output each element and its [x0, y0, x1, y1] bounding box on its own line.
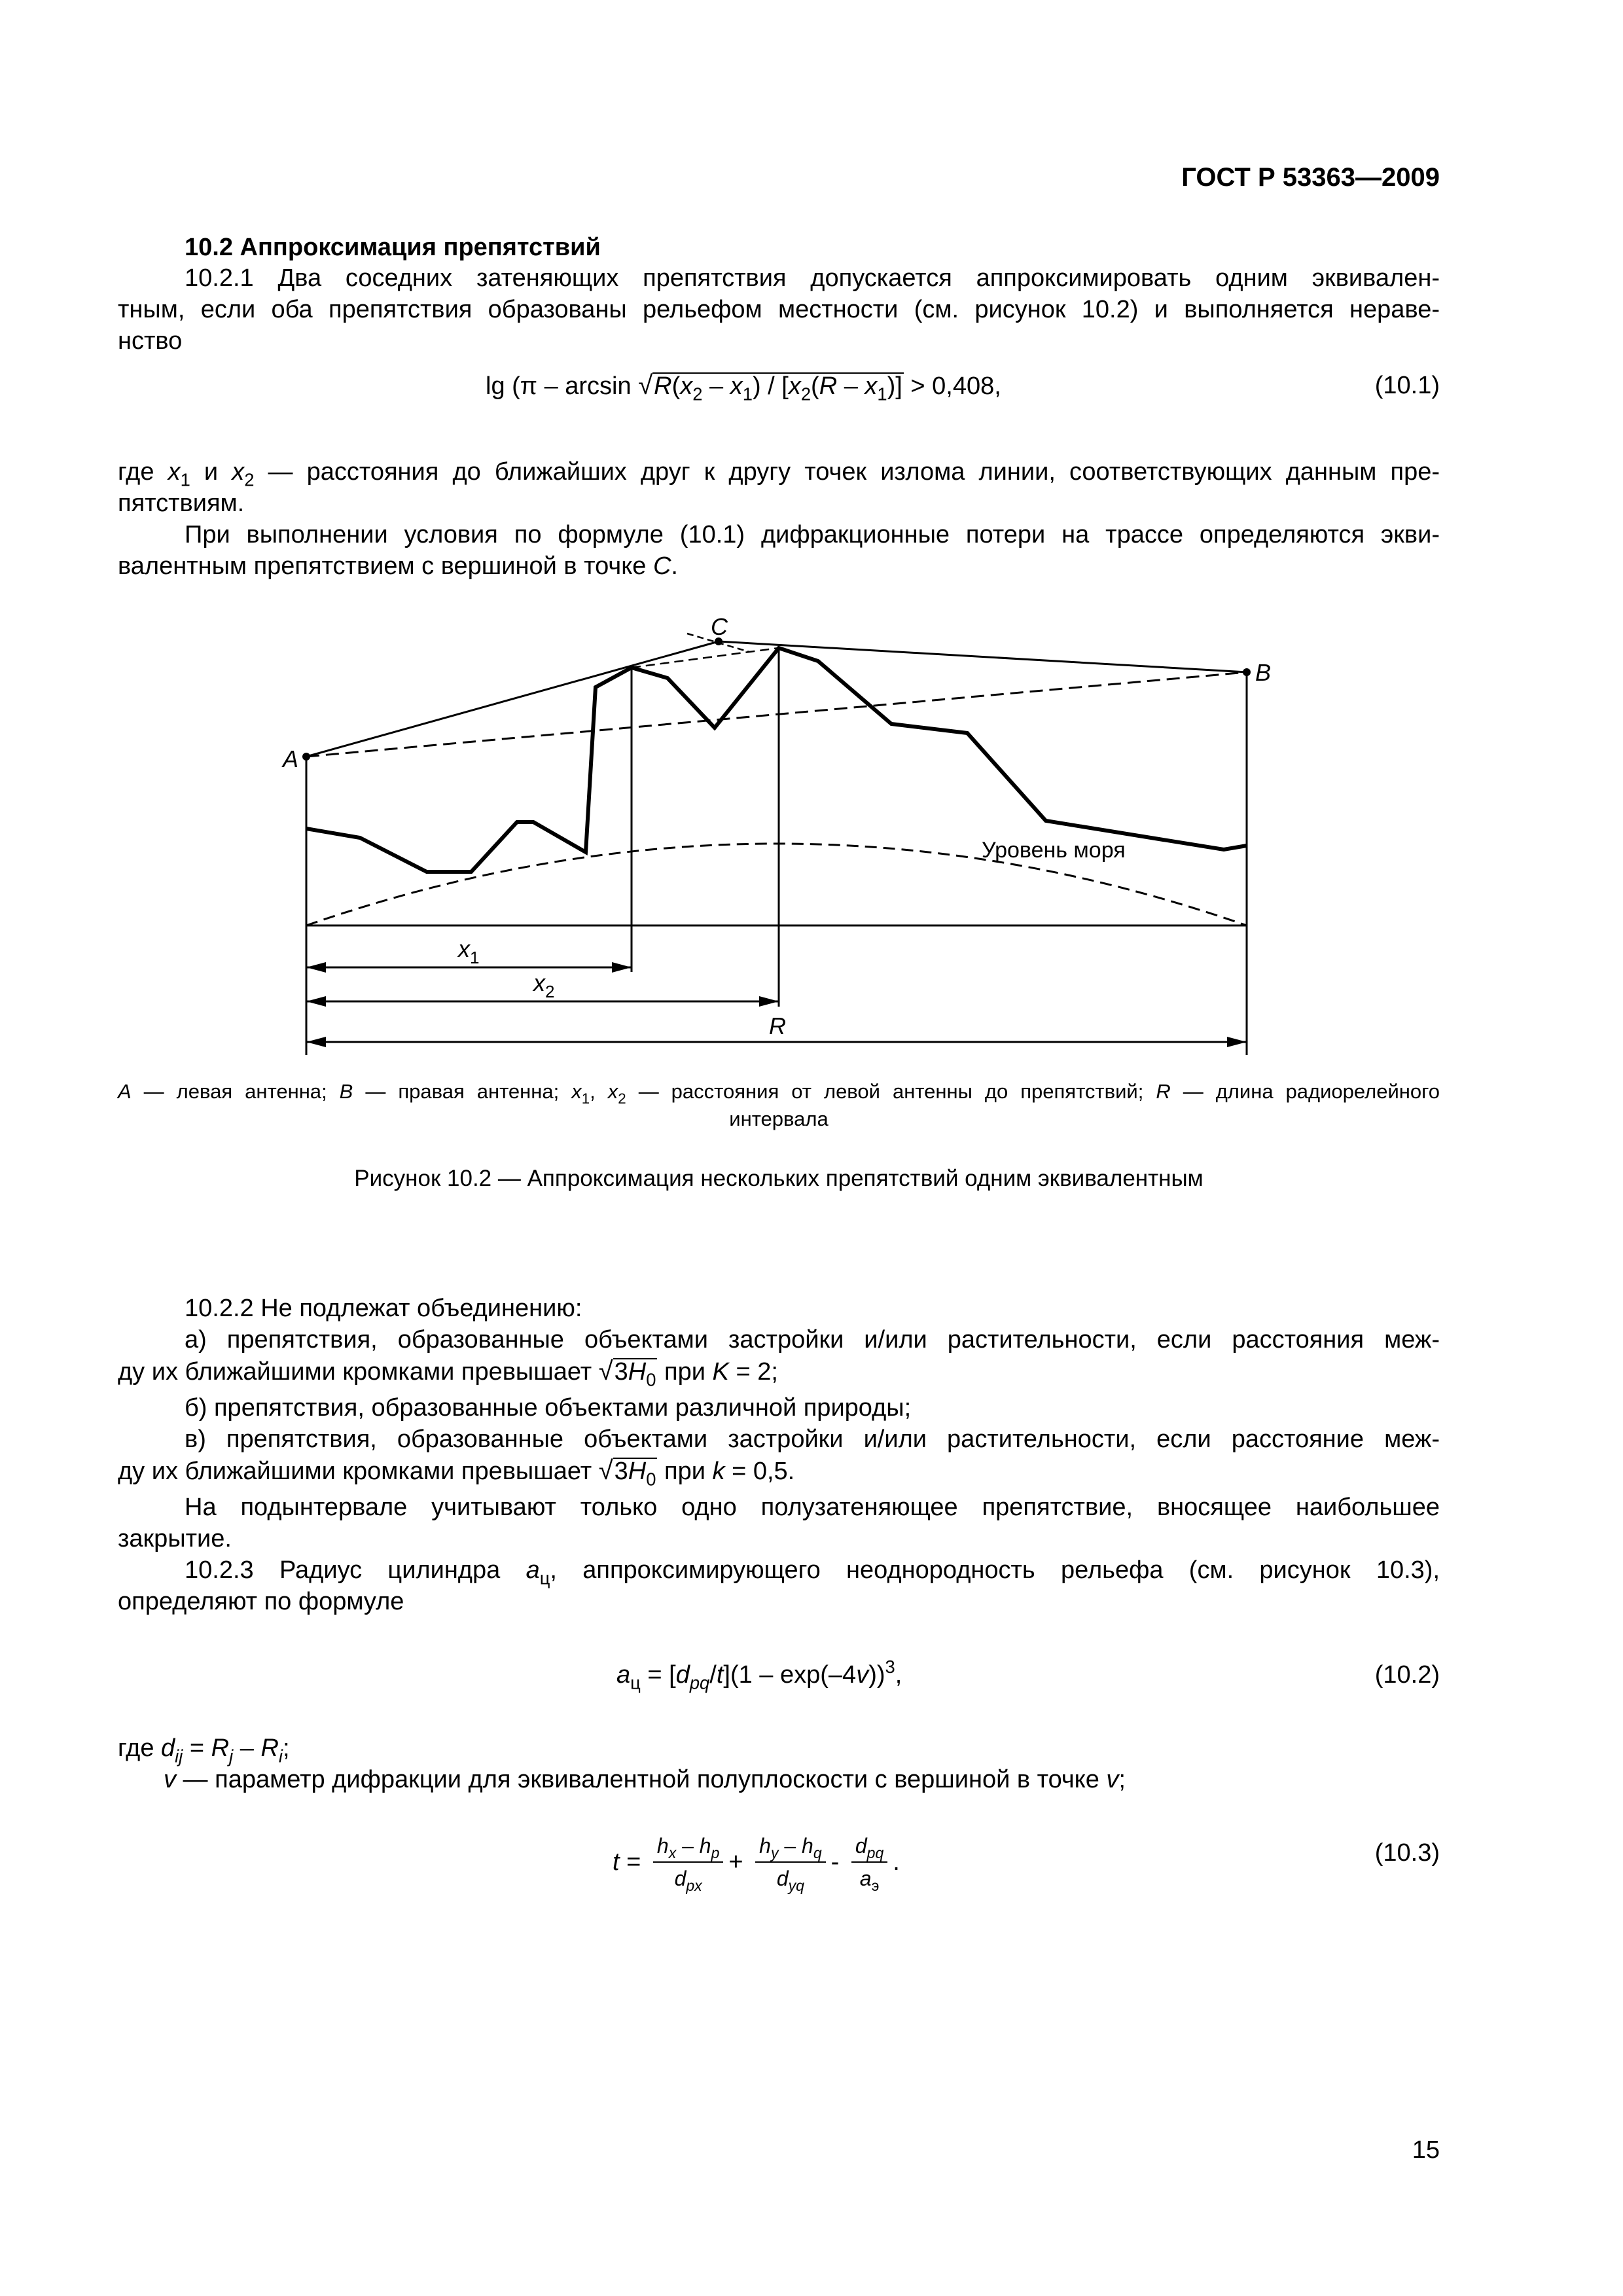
arrow-x1-left — [306, 962, 326, 973]
formula-10-1-number: (10.1) — [1374, 372, 1440, 399]
page-number: 15 — [1412, 2136, 1440, 2164]
where-v: v — параметр дифракции для эквивалентной полуплоскости с вершиной в точке v; — [164, 1766, 1126, 1793]
label-a: A — [283, 745, 299, 772]
point-b — [1243, 668, 1251, 676]
formula-10-1-lhs: lg (π – arcsin — [486, 372, 639, 400]
tangent-a-c — [306, 641, 719, 757]
paragraph-10-2-1-line2: тным, если оба препятствия образованы рельефом местности (см. рисунок 10.2) и выполняется нераве- — [118, 296, 1440, 323]
item-a-line2: ду их ближайшими кромками превышает $√3H_0$ при K = 2; — [118, 1357, 778, 1390]
formula-10-3-number: (10.3) — [1374, 1839, 1440, 1867]
point-a — [302, 753, 310, 761]
where-x1-x2-line1: где $x_1$ и $x_2$ — расстояния до ближайших друг к другу точек излома линии, соответствующих данным пре- — [118, 458, 1440, 490]
figure-caption: Рисунок 10.2 — Аппроксимация нескольких препятствий одним эквивалентным — [354, 1166, 1204, 1191]
label-x2: $x_2$ — [533, 969, 555, 1001]
formula-10-2: $a_ц = [d_{pq}/t](1 - \exp(-4v))^3$, — [616, 1656, 902, 1693]
standard-header: ГОСТ Р 53363—2009 — [1181, 163, 1440, 192]
item-c-line2: ду их ближайшими кромками превышает $√3H_0$ при k = 0,5. — [118, 1456, 795, 1490]
item-a-line1: а) препятствия, образованные объектами застройки и/или растительности, если расстояния меж- — [185, 1326, 1440, 1354]
tangent-c-b — [719, 641, 1247, 672]
formula-10-2-number: (10.2) — [1374, 1661, 1440, 1689]
arrow-x2-right — [759, 996, 779, 1007]
arrow-r-right — [1227, 1037, 1247, 1047]
arrow-x2-left — [306, 996, 326, 1007]
label-r: R — [769, 1013, 786, 1039]
paragraph-subinterval-line1: На подынтервале учитывают только одно полузатеняющее препятствие, вносящее наибольшее — [185, 1494, 1440, 1521]
arrow-x1-right — [612, 962, 632, 973]
label-b: B — [1255, 659, 1272, 686]
line-of-sight — [306, 672, 1247, 757]
label-c: C — [711, 613, 728, 640]
label-x1: $x_1$ — [458, 935, 480, 967]
paragraph-10-2-1-line1: 10.2.1 Два соседних затеняющих препятствия допускается аппроксимировать одним эквивален- — [185, 264, 1440, 292]
where-x1-x2-line2: пятствиям. — [118, 490, 245, 517]
section-title: 10.2 Аппроксимация препятствий — [185, 234, 601, 261]
paragraph-10-2-2: 10.2.2 Не подлежат объединению: — [185, 1295, 582, 1322]
paragraph-10-2-3-line2: определяют по формуле — [118, 1588, 404, 1615]
paragraph-10-2-1-line3: нство — [118, 327, 183, 355]
formula-10-1-rest: > 0,408, — [910, 372, 1001, 400]
label-sea-level: Уровень моря — [982, 838, 1126, 863]
figure-10-2 — [0, 0, 1623, 1113]
figure-legend-line1: A — левая антенна; B — правая антенна; $x_1$, $x_2$ — расстояния от левой антенны до препятствий; R — длина радиорелейного — [118, 1080, 1440, 1107]
figure-legend-line2: интервала — [729, 1107, 829, 1130]
paragraph-condition-line2: валентным препятствием с вершиной в точке C. — [118, 552, 678, 580]
where-dij: где $d_{ij} = R_j - R_i$; — [118, 1734, 290, 1767]
item-c-line1: в) препятствия, образованные объектами застройки и/или растительности, если расстояние меж- — [185, 1426, 1440, 1453]
formula-10-3: t = $\frac{h_x - h_p}{d_{px}}$ + $\frac{h_y - h_q}{d_{yq}}$ - $\frac{d_{pq}}{a_э}$ . — [613, 1834, 900, 1895]
arrow-r-left — [306, 1037, 326, 1047]
tangent-extension-left — [632, 648, 779, 668]
formula-10-1: $\lg (\pi - \arcsin √R(x_2 - x_1) / [x_2(R - x_1)] > 0,408$, — [486, 371, 1001, 404]
paragraph-condition-line1: При выполнении условия по формуле (10.1) дифракционные потери на трассе определяются экви- — [185, 521, 1440, 548]
item-b: б) препятствия, образованные объектами различной природы; — [185, 1394, 912, 1422]
paragraph-10-2-3-line1: 10.2.3 Радиус цилиндра $a_ц$, аппроксимирующего неоднородность рельефа (см. рисунок 10.3), — [185, 1556, 1440, 1588]
paragraph-subinterval-line2: закрытие. — [118, 1525, 232, 1552]
